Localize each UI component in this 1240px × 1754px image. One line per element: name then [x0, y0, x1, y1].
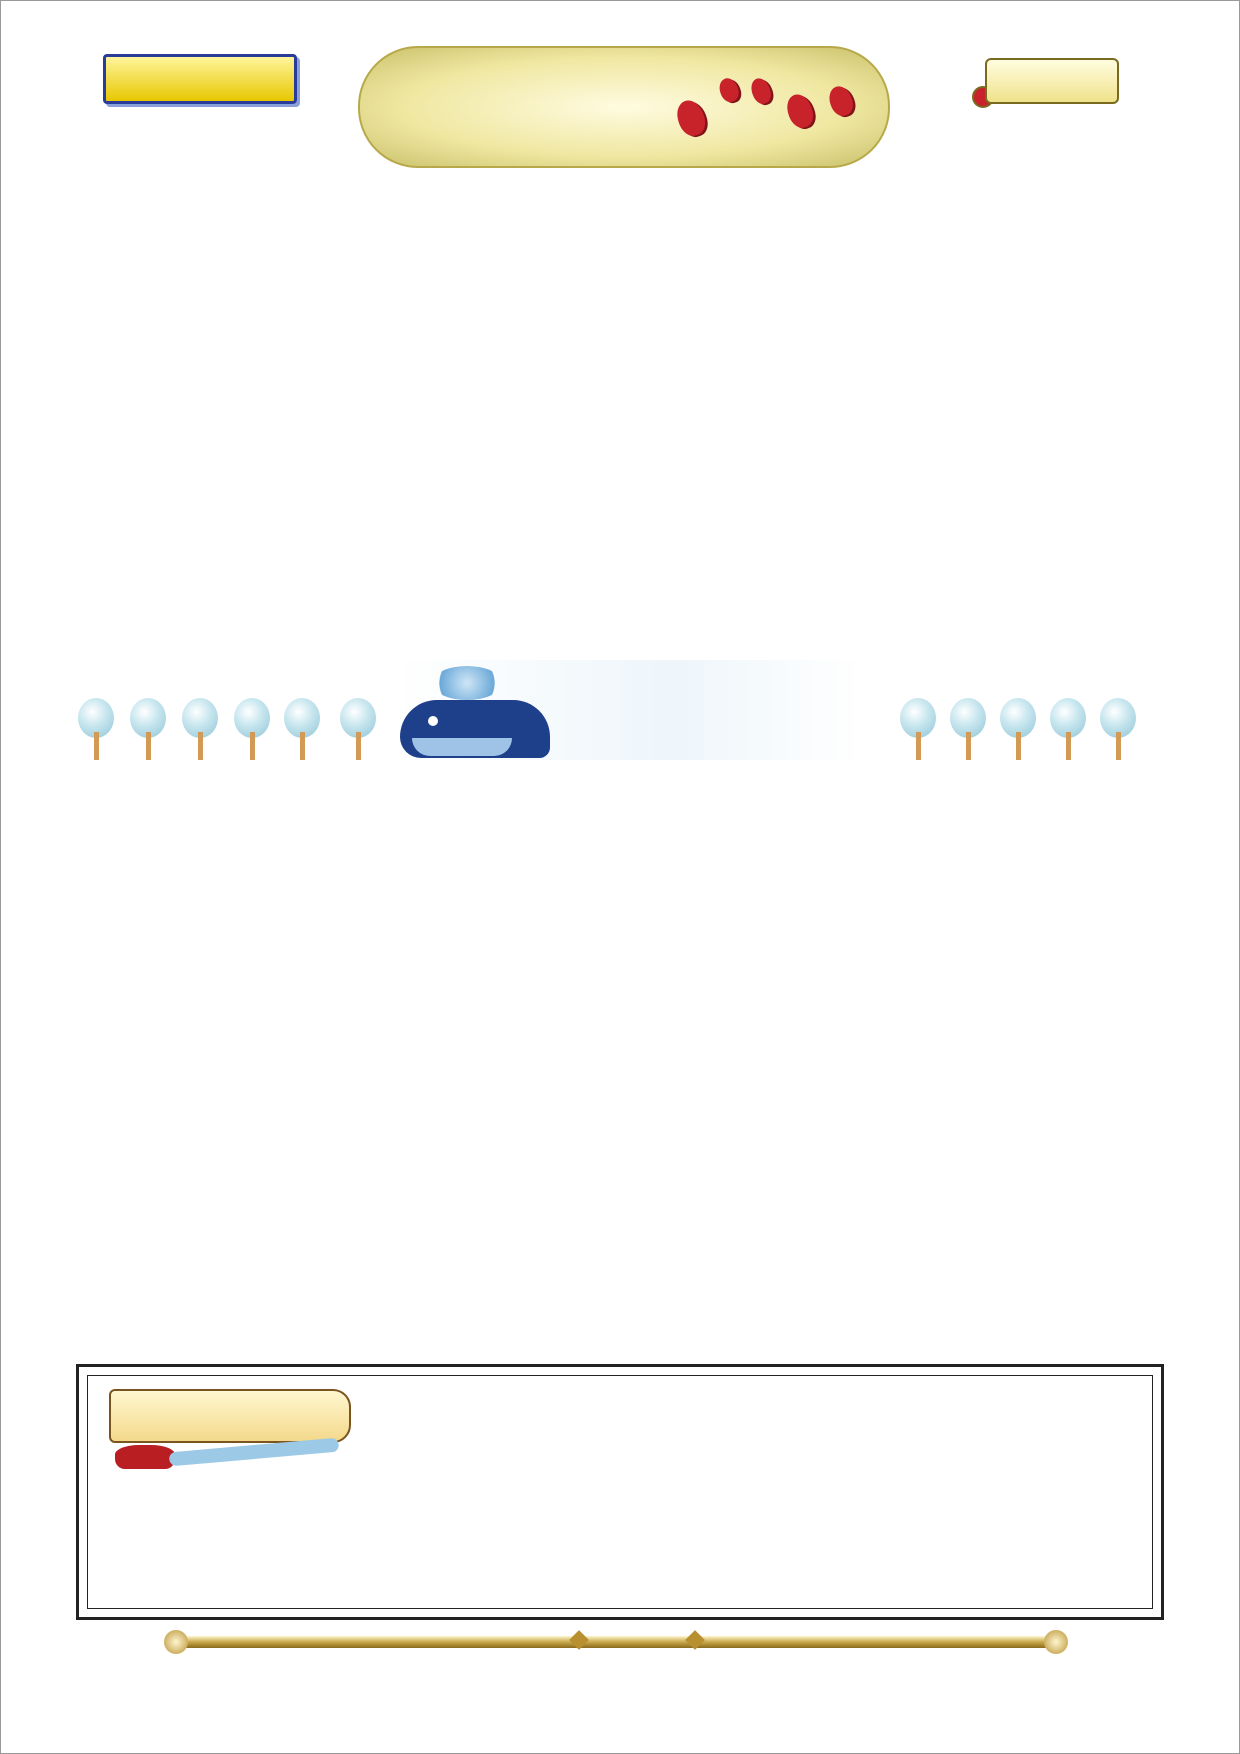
tree-icon: [1000, 698, 1036, 760]
exchange-box: [76, 1364, 1164, 1620]
tree-icon: [1050, 698, 1086, 760]
inkpot-icon: [115, 1445, 175, 1469]
tree-icon: [950, 698, 986, 760]
hearts-decoration-icon: [678, 74, 868, 144]
scroll-rod: [174, 1636, 1054, 1648]
rod-end-icon: [164, 1630, 188, 1654]
edition-tag: [985, 58, 1119, 104]
tree-icon: [1100, 698, 1136, 760]
water-spout-icon: [432, 666, 502, 700]
tree-icon: [340, 698, 376, 760]
rod-end-icon: [1044, 1630, 1068, 1654]
tree-icon: [284, 698, 320, 760]
tree-icon: [182, 698, 218, 760]
tree-icon: [234, 698, 270, 760]
title-banner: [358, 46, 890, 168]
exchange-title: [109, 1389, 351, 1443]
class-meeting-banner: [70, 660, 1180, 760]
whale-title-box: [392, 660, 862, 760]
tree-icon: [78, 698, 114, 760]
tree-icon: [130, 698, 166, 760]
tree-icon: [900, 698, 936, 760]
